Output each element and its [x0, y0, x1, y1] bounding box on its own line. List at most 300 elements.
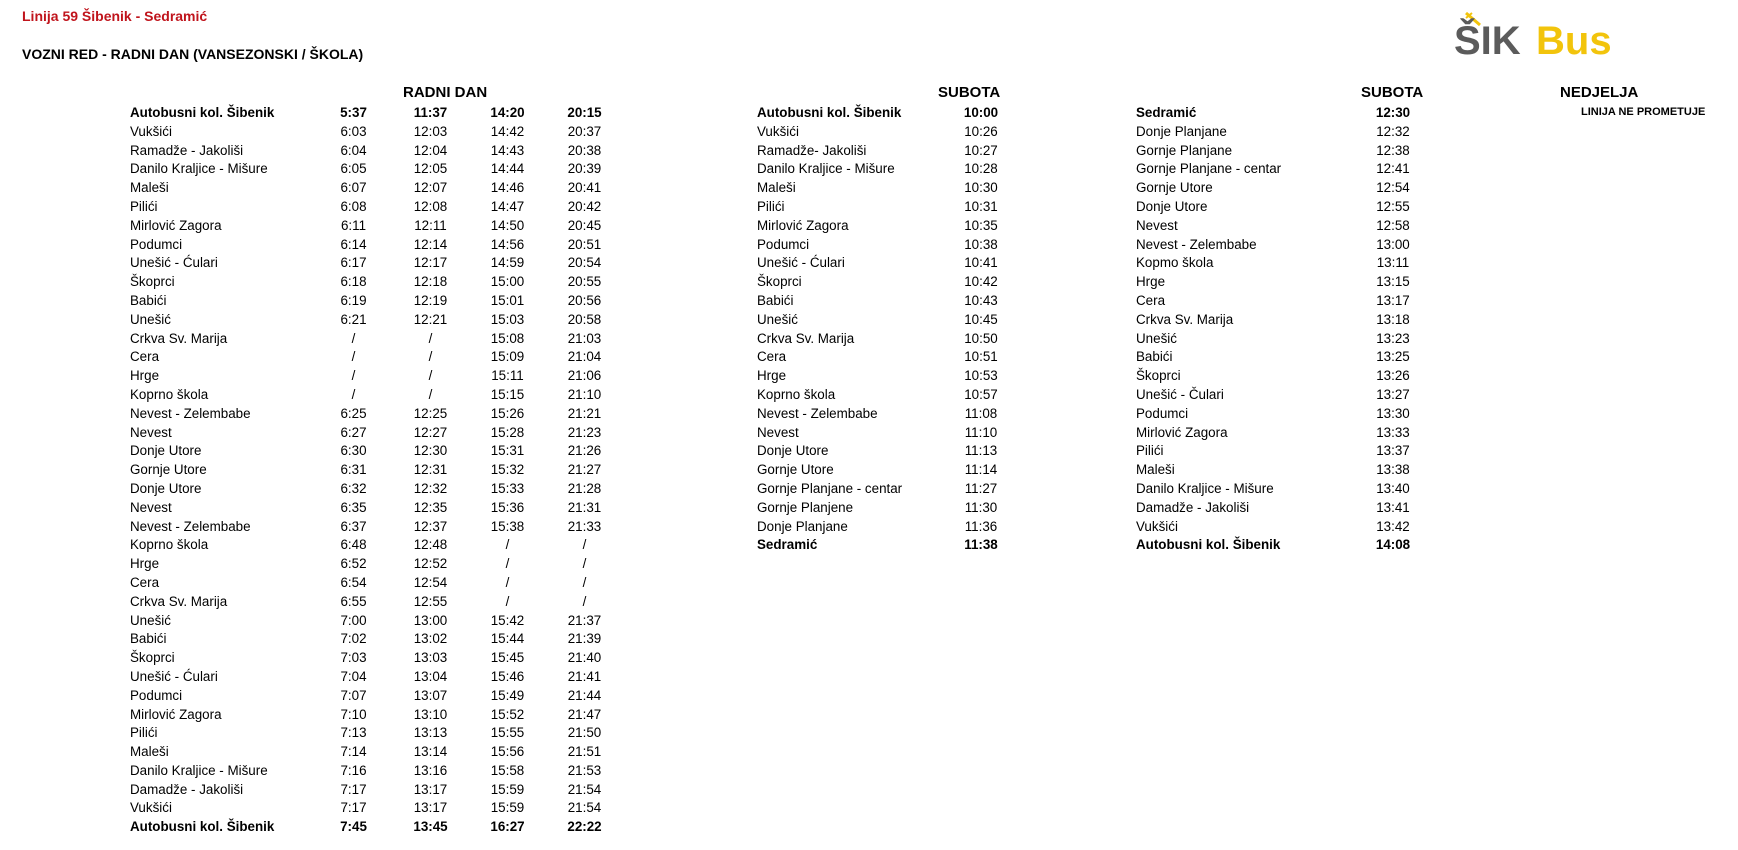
- departure-time: 13:17: [413, 800, 448, 816]
- table-row: [130, 217, 623, 236]
- departure-time: 12:21: [413, 311, 448, 327]
- stop-name: Kopmo škola: [1136, 255, 1214, 271]
- stop-name: Unešić - Ćulari: [130, 668, 218, 684]
- weekday-timetable: [130, 104, 623, 837]
- stop-name: Maleši: [130, 180, 169, 196]
- table-row: [130, 348, 623, 367]
- departure-time: 15:36: [490, 499, 525, 515]
- departure-time: 11:37: [413, 105, 448, 120]
- departure-time: 13:23: [1376, 330, 1410, 346]
- departure-time: 11:13: [964, 443, 998, 459]
- departure-time: 15:45: [490, 650, 525, 666]
- departure-time: 21:26: [567, 443, 602, 459]
- table-row: [130, 311, 623, 330]
- departure-time: 12:31: [413, 462, 448, 478]
- departure-time: 15:59: [490, 800, 525, 816]
- table-row: [130, 123, 623, 142]
- stop-name: Gornje Utore: [757, 462, 834, 478]
- departure-time: 20:37: [567, 123, 602, 139]
- departure-time: 21:03: [567, 330, 602, 346]
- table-row: [1136, 273, 1433, 292]
- departure-time: 13:13: [413, 725, 448, 741]
- departure-time: 21:54: [567, 781, 602, 797]
- departure-time: 12:11: [414, 217, 447, 233]
- stop-name: Nevest: [130, 424, 172, 440]
- departure-time: 6:08: [340, 198, 367, 214]
- table-row: [130, 292, 623, 311]
- document-title: VOZNI RED - RADNI DAN (VANSEZONSKI / ŠKOLA): [22, 46, 364, 62]
- table-row: [130, 630, 623, 649]
- svg-text:Bus: Bus: [1536, 19, 1612, 60]
- departure-time: 13:14: [413, 744, 448, 760]
- departure-time: 21:44: [567, 687, 602, 703]
- stop-name: Danilo Kraljice - Mišure: [757, 161, 895, 177]
- stop-name: Nevest - Zelembabe: [1136, 236, 1257, 252]
- departure-time: 13:10: [413, 706, 448, 722]
- departure-time: 20:15: [567, 105, 602, 120]
- stop-name: Škoprci: [757, 274, 802, 290]
- departure-time: 14:08: [1375, 537, 1411, 553]
- table-row: [757, 198, 1027, 217]
- departure-time: 10:42: [964, 274, 998, 290]
- departure-time: 10:31: [964, 198, 998, 214]
- departure-time: 15:42: [490, 612, 525, 628]
- stop-name: Mirlović Zagora: [757, 217, 849, 233]
- departure-time: 21:41: [567, 668, 602, 684]
- stop-name: Unešić: [1136, 330, 1177, 346]
- stop-name: Koprno škola: [130, 537, 209, 553]
- stop-name: Unešić - Ćulari: [130, 255, 218, 271]
- stop-name: Ramadže - Jakoliši: [130, 142, 244, 158]
- stop-name: Mirlović Zagora: [1136, 424, 1228, 440]
- departure-time: 12:58: [1376, 217, 1410, 233]
- table-row: [1136, 480, 1433, 499]
- table-row: [1136, 386, 1433, 405]
- stop-name: Škoprci: [130, 274, 175, 290]
- table-row: [130, 424, 623, 443]
- stop-name: Damadže - Jakoliši: [1136, 499, 1250, 515]
- departure-time: 20:55: [567, 274, 602, 290]
- departure-time: 12:03: [413, 123, 448, 139]
- stop-name: Crkva Sv. Marija: [1136, 311, 1234, 327]
- departure-time: 14:50: [490, 217, 525, 233]
- table-row: [130, 555, 623, 574]
- departure-time: 6:25: [340, 405, 367, 421]
- table-row: [130, 330, 623, 349]
- departure-time: 21:54: [567, 800, 602, 816]
- departure-time: 15:15: [490, 386, 525, 402]
- departure-time: 10:00: [963, 105, 999, 120]
- departure-time: 15:52: [490, 706, 525, 722]
- departure-time: 13:26: [1376, 368, 1410, 384]
- departure-time: 6:07: [340, 180, 367, 196]
- table-row: [130, 160, 623, 179]
- departure-time: /: [428, 330, 433, 346]
- departure-time: 21:47: [567, 706, 602, 722]
- departure-time: 12:41: [1376, 161, 1410, 177]
- stop-name: Podumci: [130, 687, 183, 703]
- table-row: [757, 104, 1027, 123]
- departure-time: 12:18: [413, 274, 448, 290]
- departure-time: 21:06: [567, 368, 602, 384]
- stop-name: Gornje Utore: [1136, 180, 1213, 196]
- departure-time: 12:19: [413, 292, 448, 308]
- departure-time: 11:08: [964, 405, 998, 421]
- departure-time: 15:03: [490, 311, 525, 327]
- departure-time: 7:10: [340, 706, 367, 722]
- table-row: [130, 499, 623, 518]
- departure-time: 10:35: [964, 217, 998, 233]
- table-row: [1136, 461, 1433, 480]
- stop-name: Unešić - Ćulari: [757, 255, 845, 271]
- table-row: [757, 311, 1027, 330]
- departure-time: 21:50: [567, 725, 602, 741]
- departure-time: 14:20: [490, 105, 525, 120]
- table-row: [130, 461, 623, 480]
- stop-name: Crkva Sv. Marija: [757, 330, 855, 346]
- svg-text:ŠIK: ŠIK: [1454, 19, 1521, 60]
- departure-time: 20:42: [567, 198, 602, 214]
- departure-time: 14:44: [490, 161, 525, 177]
- stop-name: Hrge: [757, 368, 787, 384]
- departure-time: 13:38: [1376, 462, 1410, 478]
- departure-time: 15:31: [490, 443, 525, 459]
- table-row: [130, 405, 623, 424]
- departure-time: 21:21: [567, 405, 602, 421]
- departure-time: 6:55: [340, 593, 367, 609]
- departure-time: 20:45: [567, 217, 602, 233]
- departure-time: 6:19: [340, 292, 367, 308]
- departure-time: 13:41: [1376, 499, 1410, 515]
- table-row: [130, 724, 623, 743]
- stop-name: Donje Planjane: [757, 518, 848, 534]
- table-row: [130, 818, 623, 837]
- departure-time: 14:47: [490, 198, 525, 214]
- stop-name: Sedramić: [1136, 105, 1197, 120]
- stop-name: Podumci: [757, 236, 810, 252]
- line-title: Linija 59 Šibenik - Sedramić: [22, 8, 208, 24]
- departure-time: 6:52: [340, 556, 367, 572]
- saturday-return-heading: SUBOTA: [1361, 84, 1424, 101]
- departure-time: 13:18: [1376, 311, 1410, 327]
- departure-time: 7:03: [340, 650, 367, 666]
- departure-time: 20:58: [567, 311, 602, 327]
- stop-name: Unešić: [130, 311, 171, 327]
- table-row: [757, 518, 1027, 537]
- departure-time: 15:55: [490, 725, 525, 741]
- stop-name: Donje Utore: [757, 443, 829, 459]
- departure-time: 12:17: [413, 255, 448, 271]
- departure-time: 14:59: [490, 255, 525, 271]
- stop-name: Autobusni kol. Šibenik: [1136, 537, 1281, 553]
- departure-time: 15:01: [490, 292, 525, 308]
- stop-name: Vukšići: [130, 123, 172, 139]
- departure-time: 11:27: [964, 480, 998, 496]
- stop-name: Maleši: [1136, 462, 1175, 478]
- stop-name: Vukšići: [1136, 518, 1178, 534]
- table-row: [757, 123, 1027, 142]
- table-row: [1136, 254, 1433, 273]
- departure-time: 7:04: [340, 668, 367, 684]
- stop-name: Cera: [130, 574, 160, 590]
- table-row: [130, 574, 623, 593]
- weekday-heading: RADNI DAN: [403, 84, 488, 101]
- departure-time: 15:08: [490, 330, 525, 346]
- departure-time: 15:32: [490, 462, 525, 478]
- departure-time: 14:56: [490, 236, 525, 252]
- departure-time: 12:30: [413, 443, 448, 459]
- departure-time: 15:38: [490, 518, 525, 534]
- departure-time: 10:41: [964, 255, 998, 271]
- table-row: [1136, 179, 1433, 198]
- departure-time: 12:55: [413, 593, 448, 609]
- departure-time: 6:17: [340, 255, 367, 271]
- stop-name: Maleši: [130, 744, 169, 760]
- departure-time: 12:05: [413, 161, 448, 177]
- table-row: [130, 687, 623, 706]
- departure-time: /: [582, 556, 587, 572]
- departure-time: /: [428, 349, 433, 365]
- table-row: [130, 762, 623, 781]
- table-row: [130, 799, 623, 818]
- departure-time: 21:04: [567, 349, 602, 365]
- table-row: [757, 142, 1027, 161]
- stop-name: Damadže - Jakoliši: [130, 781, 244, 797]
- departure-time: /: [505, 556, 510, 572]
- departure-time: 15:11: [491, 368, 524, 384]
- table-row: [130, 612, 623, 631]
- departure-time: 13:17: [1376, 292, 1410, 308]
- departure-time: 12:38: [1376, 142, 1410, 158]
- departure-time: 21:28: [567, 480, 602, 496]
- departure-time: 7:00: [340, 612, 367, 628]
- departure-time: 22:22: [567, 819, 602, 835]
- table-row: [757, 536, 1027, 555]
- departure-time: 13:42: [1376, 518, 1410, 534]
- departure-time: 6:14: [340, 236, 367, 252]
- departure-time: 13:00: [413, 612, 448, 628]
- stop-name: Babići: [130, 292, 167, 308]
- table-row: [1136, 236, 1433, 255]
- departure-time: 13:11: [1376, 255, 1410, 271]
- departure-time: 12:54: [413, 574, 448, 590]
- departure-time: /: [428, 386, 433, 402]
- table-row: [1136, 217, 1433, 236]
- table-row: [757, 405, 1027, 424]
- stop-name: Donje Utore: [1136, 198, 1208, 214]
- departure-time: 14:43: [490, 142, 525, 158]
- table-row: [757, 273, 1027, 292]
- departure-time: 10:28: [964, 161, 998, 177]
- departure-time: 21:39: [567, 631, 602, 647]
- stop-name: Danilo Kraljice - Mišure: [1136, 480, 1274, 496]
- departure-time: 15:44: [490, 631, 525, 647]
- departure-time: 15:58: [490, 762, 525, 778]
- stop-name: Nevest: [757, 424, 799, 440]
- saturday-outbound-heading: SUBOTA: [938, 84, 1001, 101]
- stop-name: Mirlović Zagora: [130, 706, 222, 722]
- departure-time: 7:45: [340, 819, 367, 835]
- departure-time: 6:30: [340, 443, 367, 459]
- departure-time: 13:02: [413, 631, 448, 647]
- departure-time: 13:17: [413, 781, 448, 797]
- stop-name: Nevest - Zelembabe: [130, 518, 251, 534]
- departure-time: 6:03: [340, 123, 367, 139]
- departure-time: 5:37: [340, 105, 367, 120]
- departure-time: 16:27: [490, 819, 525, 835]
- table-row: [1136, 198, 1433, 217]
- departure-time: 15:56: [490, 744, 525, 760]
- departure-time: 12:35: [413, 499, 448, 515]
- departure-time: 20:38: [567, 142, 602, 158]
- departure-time: 12:52: [413, 556, 448, 572]
- sunday-note: LINIJA NE PROMETUJE: [1581, 106, 1706, 118]
- stop-name: Crkva Sv. Marija: [130, 593, 228, 609]
- table-row: [757, 480, 1027, 499]
- departure-time: 12:30: [1375, 105, 1411, 120]
- departure-time: 13:37: [1376, 443, 1410, 459]
- departure-time: 21:23: [567, 424, 602, 440]
- table-row: [757, 254, 1027, 273]
- departure-time: 13:25: [1376, 349, 1410, 365]
- departure-time: 10:57: [964, 386, 998, 402]
- stop-name: Pilići: [757, 198, 785, 214]
- departure-time: 15:33: [490, 480, 525, 496]
- departure-time: 13:45: [413, 819, 448, 835]
- departure-time: /: [351, 330, 356, 346]
- departure-time: 6:04: [340, 142, 367, 158]
- departure-time: 20:56: [567, 292, 602, 308]
- departure-time: 21:31: [567, 499, 602, 515]
- departure-time: 6:31: [340, 462, 367, 478]
- departure-time: /: [428, 368, 433, 384]
- stop-name: Gornje Planjane - centar: [757, 480, 903, 496]
- table-row: [1136, 123, 1433, 142]
- stop-name: Gornje Planjane: [1136, 142, 1233, 158]
- stop-name: Danilo Kraljice - Mišure: [130, 161, 268, 177]
- departure-time: 11:14: [964, 462, 998, 478]
- stop-name: Vukšići: [130, 800, 172, 816]
- departure-time: 13:27: [1376, 386, 1410, 402]
- departure-time: 6:37: [340, 518, 367, 534]
- table-row: [757, 160, 1027, 179]
- departure-time: 20:51: [567, 236, 602, 252]
- departure-time: 21:33: [567, 518, 602, 534]
- table-row: [130, 480, 623, 499]
- stop-name: Unešić - Čulari: [1136, 386, 1224, 402]
- table-row: [757, 386, 1027, 405]
- stop-name: Koprno škola: [757, 386, 836, 402]
- stop-name: Gornje Planjene: [757, 499, 854, 515]
- stop-name: Podumci: [130, 236, 183, 252]
- departure-time: 11:10: [964, 424, 998, 440]
- stop-name: Maleši: [757, 180, 796, 196]
- departure-time: /: [505, 593, 510, 609]
- departure-time: 10:50: [964, 330, 998, 346]
- table-row: [1136, 367, 1433, 386]
- departure-time: 21:37: [567, 612, 602, 628]
- table-row: [1136, 405, 1433, 424]
- table-row: [1136, 499, 1433, 518]
- departure-time: 13:30: [1376, 405, 1410, 421]
- departure-time: 12:14: [413, 236, 448, 252]
- departure-time: 11:36: [964, 518, 998, 534]
- departure-time: 13:40: [1376, 480, 1410, 496]
- stop-name: Koprno škola: [130, 386, 209, 402]
- departure-time: 20:54: [567, 255, 602, 271]
- table-row: [757, 367, 1027, 386]
- departure-time: /: [351, 386, 356, 402]
- departure-time: 13:04: [413, 668, 448, 684]
- departure-time: 12:32: [413, 480, 448, 496]
- departure-time: 21:27: [567, 462, 602, 478]
- departure-time: 12:04: [413, 142, 448, 158]
- departure-time: 10:53: [964, 368, 998, 384]
- stop-name: Nevest: [130, 499, 172, 515]
- table-row: [1136, 330, 1433, 349]
- departure-time: 6:05: [340, 161, 367, 177]
- table-row: [1136, 518, 1433, 537]
- stop-name: Babići: [130, 631, 167, 647]
- table-row: [757, 348, 1027, 367]
- table-row: [130, 254, 623, 273]
- table-row: [757, 499, 1027, 518]
- table-row: [757, 442, 1027, 461]
- departure-time: 21:51: [567, 744, 602, 760]
- stop-name: Pilići: [130, 725, 158, 741]
- stop-name: Donje Utore: [130, 480, 202, 496]
- table-row: [130, 706, 623, 725]
- stop-name: Nevest: [1136, 217, 1178, 233]
- departure-time: 12:32: [1376, 123, 1410, 139]
- departure-time: 7:07: [340, 687, 367, 703]
- departure-time: 7:14: [340, 744, 367, 760]
- stop-name: Cera: [757, 349, 787, 365]
- table-row: [130, 518, 623, 537]
- departure-time: 21:10: [567, 386, 602, 402]
- departure-time: 20:41: [567, 180, 602, 196]
- table-row: [130, 668, 623, 687]
- stop-name: Babići: [1136, 349, 1173, 365]
- stop-name: Pilići: [1136, 443, 1164, 459]
- table-row: [757, 424, 1027, 443]
- stop-name: Hrge: [130, 368, 160, 384]
- departure-time: 6:54: [340, 574, 367, 590]
- table-row: [130, 442, 623, 461]
- table-row: [130, 179, 623, 198]
- departure-time: 13:33: [1376, 424, 1410, 440]
- saturday-outbound-timetable: [757, 104, 1027, 555]
- table-row: [130, 593, 623, 612]
- stop-name: Autobusni kol. Šibenik: [130, 105, 275, 120]
- departure-time: 12:48: [413, 537, 448, 553]
- stop-name: Škoprci: [1136, 368, 1181, 384]
- departure-time: 6:35: [340, 499, 367, 515]
- stop-name: Autobusni kol. Šibenik: [757, 105, 902, 120]
- departure-time: /: [582, 537, 587, 553]
- table-row: [757, 179, 1027, 198]
- table-row: [1136, 292, 1433, 311]
- departure-time: 20:39: [567, 161, 602, 177]
- table-row: [130, 781, 623, 800]
- departure-time: 10:51: [964, 349, 998, 365]
- table-row: [757, 292, 1027, 311]
- table-row: [757, 461, 1027, 480]
- stop-name: Sedramić: [757, 537, 818, 553]
- stop-name: Podumci: [1136, 405, 1189, 421]
- departure-time: 12:54: [1376, 180, 1410, 196]
- stop-name: Autobusni kol. Šibenik: [130, 819, 275, 835]
